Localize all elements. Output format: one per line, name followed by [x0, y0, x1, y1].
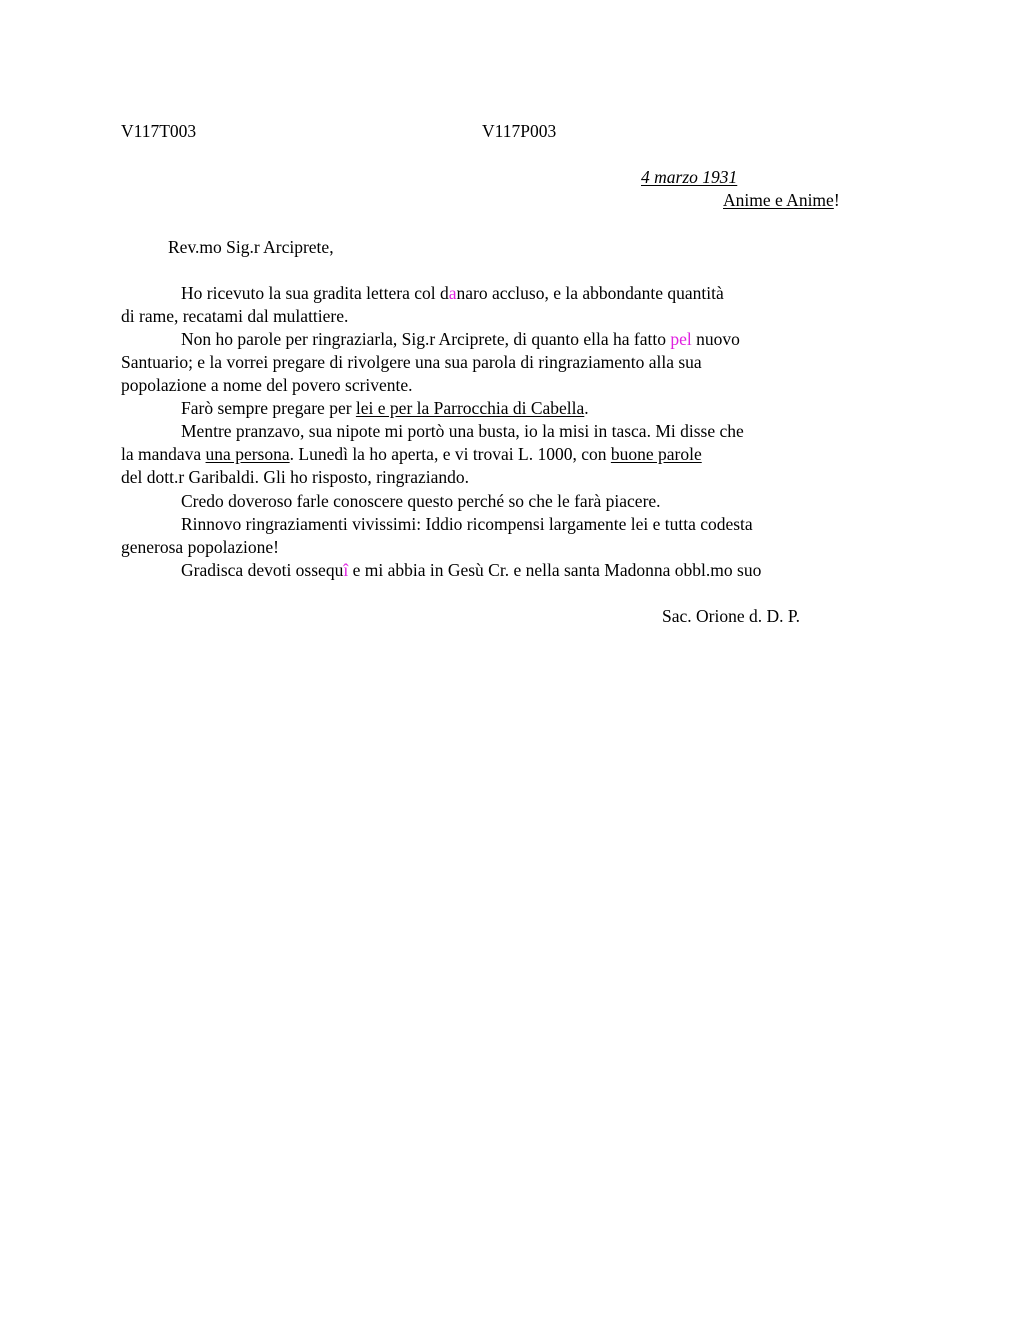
highlighted-correction: î [343, 560, 349, 580]
text-run: Ho ricevuto la sua gradita lettera col d [181, 283, 449, 303]
motto-text: Anime e Anime [723, 190, 834, 210]
highlighted-correction: pel [670, 329, 692, 349]
body-line-p6-2: generosa popolazione! [121, 537, 279, 557]
text-run: naro accluso, e la abbondante quantità [456, 283, 724, 303]
text-run: . [584, 398, 589, 418]
body-line-p7-1 [181, 559, 761, 582]
body-line-p4-1: Mentre pranzavo, sua nipote mi portò una busta, io la misi in tasca. Mi disse che [181, 421, 744, 441]
text-run: e mi abbia in Gesù Cr. e nella santa Madonna obbl.mo suo [348, 560, 762, 580]
body-line-p2-1 [181, 328, 740, 351]
body-line-p4-3: del dott.r Garibaldi. Gli ho risposto, ringraziando. [121, 467, 469, 487]
body-line-p2-3: popolazione a nome del povero scrivente. [121, 375, 413, 395]
body-line-p2-2: Santuario; e la vorrei pregare di rivolgere una sua parola di ringraziamento alla sua [121, 352, 702, 372]
text-run: . Lunedì la ho aperta, e vi trovai L. 1000, con [289, 444, 611, 464]
text-run: Gradisca devoti ossequ [181, 560, 344, 580]
underlined-text: buone parole [610, 444, 702, 464]
body-line-p1-2: di rame, recatami dal mulattiere. [121, 306, 349, 326]
motto [723, 189, 840, 212]
underlined-text: lei e per la Parrocchia di Cabella [355, 398, 585, 418]
body-line-p4-2 [121, 443, 702, 466]
underlined-text: una persona [205, 444, 290, 464]
body-line-p1-1 [181, 282, 724, 305]
salutation: Rev.mo Sig.r Arciprete, [168, 237, 334, 257]
text-run: Non ho parole per ringraziarla, Sig.r Arciprete, di quanto ella ha fatto [181, 329, 671, 349]
highlighted-correction: a [448, 283, 457, 303]
text-run: Farò sempre pregare per [181, 398, 356, 418]
header-code-right: V117P003 [482, 121, 557, 141]
header-code-left: V117T003 [121, 121, 197, 141]
body-line-p3-1 [181, 397, 589, 420]
motto-punct: ! [833, 190, 840, 210]
letter-date: 4 marzo 1931 [641, 167, 738, 187]
body-line-p5-1: Credo doveroso farle conoscere questo perché so che le farà piacere. [181, 491, 661, 511]
signature: Sac. Orione d. D. P. [662, 606, 801, 626]
text-run: la mandava [121, 444, 206, 464]
text-run: nuovo [691, 329, 740, 349]
body-line-p6-1: Rinnovo ringraziamenti vivissimi: Iddio ricompensi largamente lei e tutta codesta [181, 514, 753, 534]
